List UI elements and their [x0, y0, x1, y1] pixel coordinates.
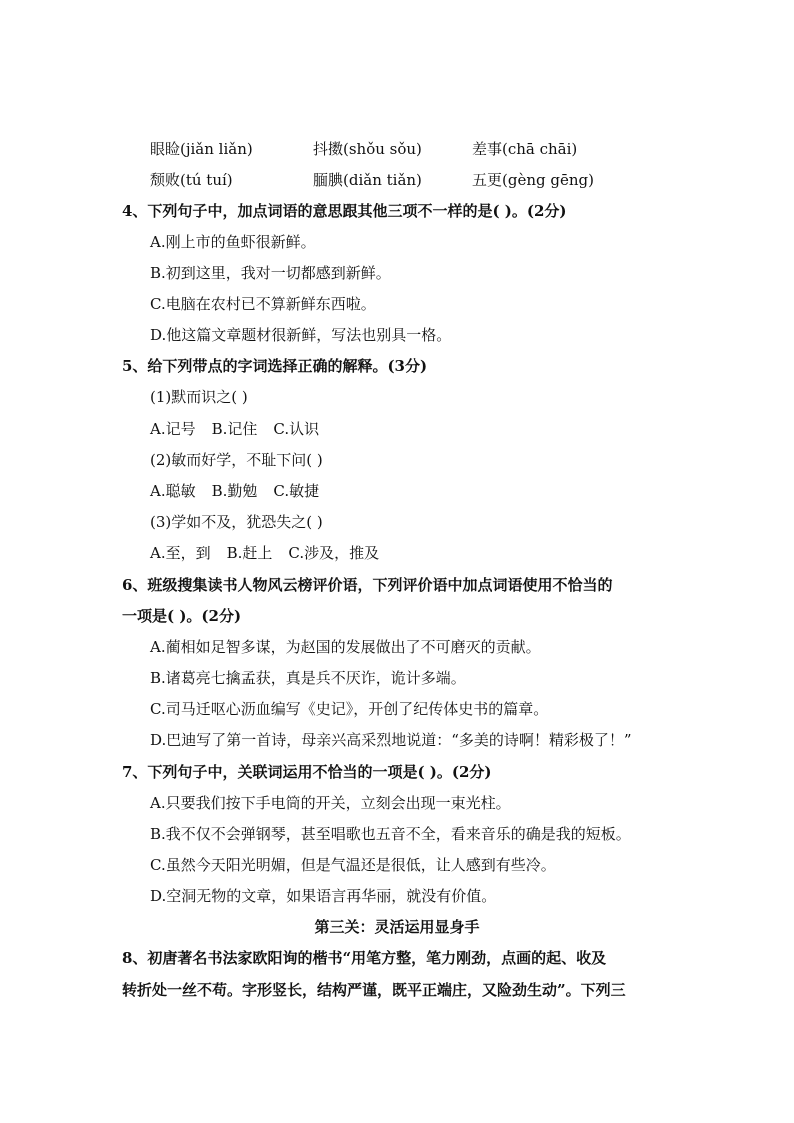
question-4-stem: 4、下列句子中，加点词语的意思跟其他三项不一样的是( )。(2分) [122, 202, 567, 220]
pinyin-item: 腼腆(diǎn tiǎn) [313, 171, 422, 189]
q4-option-a: A.刚上市的鱼虾很新鲜。 [150, 233, 316, 251]
q7-option-b: B.我不仅不会弹钢琴，甚至唱歌也五音不全，看来音乐的确是我的短板。 [150, 825, 631, 843]
q5-1-option-c: C.认识 [273, 420, 320, 438]
q5-1-option-b: B.记住 [211, 420, 258, 438]
question-5-stem: 5、给下列带点的字词选择正确的解释。(3分) [122, 357, 428, 375]
q4-option-c: C.电脑在农村已不算新鲜东西啦。 [150, 295, 376, 313]
pinyin-item: 五更(gèng gēng) [472, 171, 594, 189]
q7-option-d: D.空洞无物的文章，如果语言再华丽，就没有价值。 [150, 887, 497, 905]
pinyin-item: 颓败(tú tuí) [150, 171, 233, 189]
question-8-stem-line-1: 8、初唐著名书法家欧阳询的楷书“用笔方整，笔力刚劲，点画的起、收及 [122, 949, 607, 967]
q7-option-c: C.虽然今天阳光明媚，但是气温还是很低，让人感到有些冷。 [150, 856, 556, 874]
q5-item-3: (3)学如不及，犹恐失之( ) [150, 513, 323, 531]
q5-item-2: (2)敏而好学，不耻下问( ) [150, 451, 323, 469]
pinyin-item: 抖擞(shǒu sǒu) [313, 140, 422, 158]
question-6-stem-line-1: 6、班级搜集读书人物风云榜评价语，下列评价语中加点词语使用不恰当的 [122, 576, 613, 594]
pinyin-item: 差事(chā chāi) [472, 140, 578, 158]
q5-item-1-options [150, 419, 335, 439]
question-7-stem: 7、下列句子中，关联词运用不恰当的一项是( )。(2分) [122, 763, 492, 781]
section-3-title: 第三关：灵活运用显身手 [314, 918, 480, 936]
q5-3-option-c: C.涉及，推及 [288, 544, 380, 562]
q6-option-c: C.司马迁呕心沥血编写《史记》，开创了纪传体史书的篇章。 [150, 700, 549, 718]
pinyin-item: 眼睑(jiǎn liǎn) [150, 140, 253, 158]
q6-option-b: B.诸葛亮七擒孟获，真是兵不厌诈，诡计多端。 [150, 669, 466, 687]
q6-option-a: A.蔺相如足智多谋，为赵国的发展做出了不可磨灭的贡献。 [150, 638, 541, 656]
q5-item-3-options [150, 543, 395, 563]
q5-3-option-b: B.赶上 [226, 544, 273, 562]
q5-item-1: (1)默而识之( ) [150, 388, 248, 406]
q7-option-a: A.只要我们按下手电筒的开关，立刻会出现一束光柱。 [150, 794, 511, 812]
q5-2-option-a: A.聪敏 [150, 482, 196, 500]
question-6-stem-line-2: 一项是( )。(2分) [122, 607, 242, 625]
q4-option-d: D.他这篇文章题材很新鲜，写法也别具一格。 [150, 326, 452, 344]
q5-1-option-a: A.记号 [150, 420, 196, 438]
question-8-stem-line-2: 转折处一丝不苟。字形竖长，结构严谨，既平正端庄，又险劲生动”。下列三 [122, 981, 626, 999]
pinyin-row-2 [150, 170, 710, 190]
q4-option-b: B.初到这里，我对一切都感到新鲜。 [150, 264, 391, 282]
q5-2-option-b: B.勤勉 [211, 482, 258, 500]
q5-item-2-options [150, 481, 335, 501]
pinyin-row-1 [150, 139, 710, 159]
q5-3-option-a: A.至，到 [150, 544, 211, 562]
q6-option-d: D.巴迪写了第一首诗，母亲兴高采烈地说道：“多美的诗啊！精彩极了！” [150, 731, 632, 749]
q5-2-option-c: C.敏捷 [273, 482, 320, 500]
